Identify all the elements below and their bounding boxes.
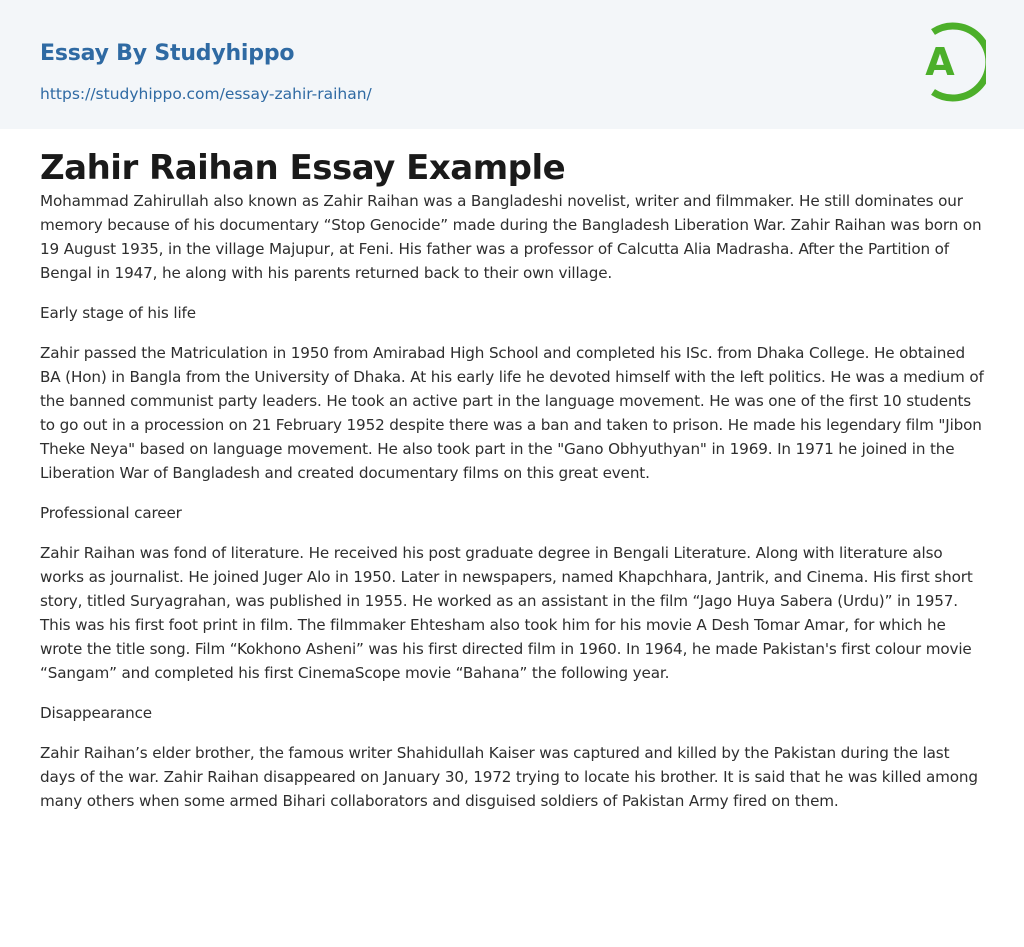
paragraph-early-life: Zahir passed the Matriculation in 1950 from Amirabad High School and completed his ISc. from Dhaka College. He obtained BA (Hon) in Bangla from the University of Dhaka. At his early life he devoted himself with the left politics. He was a medium of the banned communist party leaders. He took an active part in the language movement. He was one of the first 10 students to go out in a procession on 21 February 1952 despite there was a ban and taken to prison. He made his legendary film "Jibon Theke Neya" based on language movement. He also took part in the "Gano Obhyuthyan" in 1969. In 1971 he joined in the Liberation War of Bangladesh and created documentary films on this great event. (40, 344, 984, 482)
site-brand[interactable]: Essay By Studyhippo (40, 41, 295, 66)
studyhippo-logo-icon[interactable] (912, 18, 986, 106)
site-header (0, 0, 1024, 129)
section-heading-disappearance: Disappearance (40, 704, 152, 722)
section-heading-early-life: Early stage of his life (40, 304, 196, 322)
section-heading-professional-career: Professional career (40, 504, 182, 522)
paragraph-intro: Mohammad Zahirullah also known as Zahir Raihan was a Bangladeshi novelist, writer and filmmaker. He still dominates our memory because of his documentary “Stop Genocide” made during the Bangladesh Liberation War. Zahir Raihan was born on 19 August 1935, in the village Majupur, at Feni. His father was a professor of Calcutta Alia Madrasha. After the Partition of Bengal in 1947, he along with his parents returned back to their own village. (40, 192, 982, 282)
essay-url-link[interactable]: https://studyhippo.com/essay-zahir-raihan/ (40, 85, 372, 103)
logo-letter: A (925, 40, 955, 84)
article (0, 129, 1024, 813)
page-title: Zahir Raihan Essay Example (40, 148, 566, 188)
paragraph-professional-career: Zahir Raihan was fond of literature. He received his post graduate degree in Bengali Literature. Along with literature also works as journalist. He joined Juger Alo in 1950. Later in newspapers, named Khapchhara, Jantrik, and Cinema. His first short story, titled Suryagrahan, was published in 1955. He worked as an assistant in the film “Jago Huya Sabera (Urdu)” in 1957. This was his first foot print in film. The filmmaker Ehtesham also took him for his movie A Desh Tomar Amar, for which he wrote the title song. Film “Kokhono Asheni” was his first directed film in 1960. In 1964, he made Pakistan's first colour movie “Sangam” and completed his first CinemaScope movie “Bahana” the following year. (40, 544, 973, 682)
paragraph-disappearance: Zahir Raihan’s elder brother, the famous writer Shahidullah Kaiser was captured and killed by the Pakistan during the last days of the war. Zahir Raihan disappeared on January 30, 1972 trying to locate his brother. It is said that he was killed among many others when some armed Bihari collaborators and disguised soldiers of Pakistan Army fired on them. (40, 744, 978, 810)
